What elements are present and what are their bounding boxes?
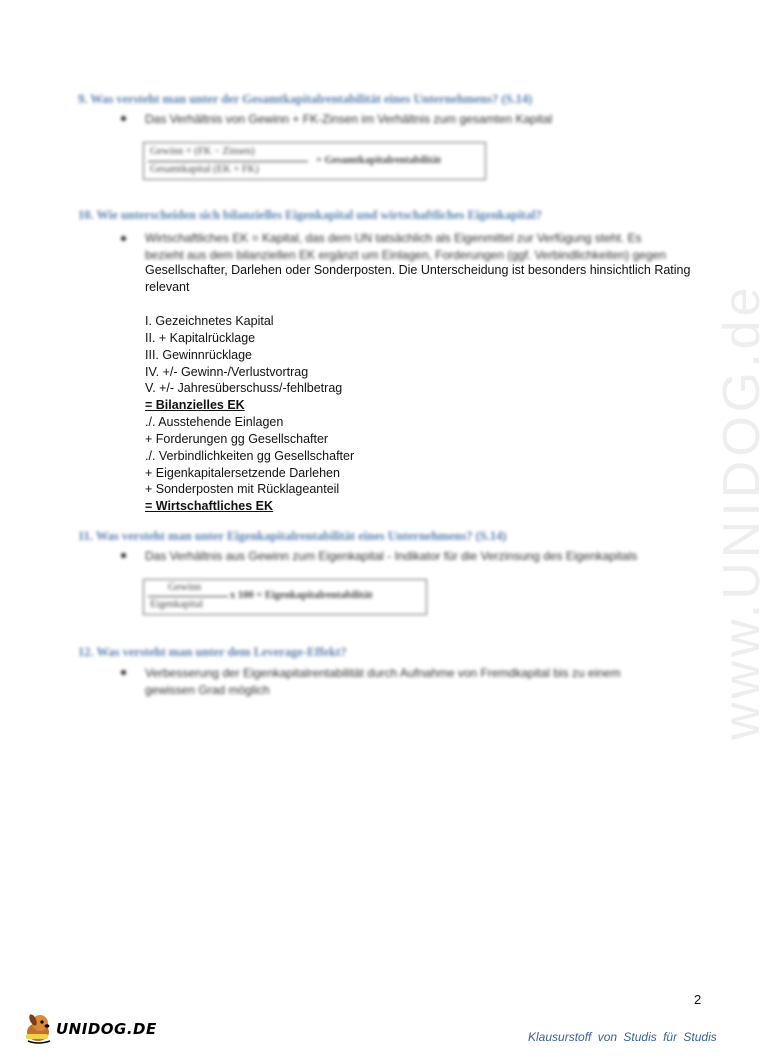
fraction-line <box>148 161 308 162</box>
section-11-formula <box>143 579 427 615</box>
ek-list-item: + Sonderposten mit Rücklageanteil <box>145 482 340 496</box>
section-9-formula <box>143 142 486 180</box>
section-9-title: 9. Was versteht man unter der Gesamtkapitalrentabilität eines Unternehmens? (S.14) <box>78 92 533 106</box>
bullet-icon <box>121 553 126 558</box>
watermark: www.UNIDOG.de <box>713 283 771 740</box>
formula-denominator: Eigenkapital <box>150 599 204 610</box>
section-11-title: 11. Was versteht man unter Eigenkapitalrentabilität eines Unternehmens? (S.14) <box>78 529 507 543</box>
ek-list-item: ./. Ausstehende Einlagen <box>145 415 284 429</box>
formula-result: = Gesamtkapitalrentabilität <box>316 155 442 166</box>
section-10-bullet-line-4: relevant <box>145 280 190 294</box>
ek-list-item: IV. +/- Gewinn-/Verlustvortrag <box>145 365 309 379</box>
ek-list-item: III. Gewinnrücklage <box>145 348 252 362</box>
bullet-icon <box>121 236 126 241</box>
unidog-logo[interactable] <box>22 1010 162 1046</box>
ek-subtotal: = Bilanzielles EK <box>145 398 245 412</box>
formula-numerator: Gewinn <box>168 582 202 593</box>
section-10-title: 10. Wie unterscheiden sich bilanzielles Eigenkapital und wirtschaftliches Eigenkapital? <box>78 208 542 222</box>
bullet-icon <box>121 116 126 121</box>
section-10-bullet-line-3: Gesellschafter, Darlehen oder Sonderposten. Die Unterscheidung ist besonders hinsichtlich Rating <box>145 263 691 277</box>
ek-list-item: + Forderungen gg Gesellschafter <box>145 432 329 446</box>
bullet-icon <box>121 670 126 675</box>
ek-list-item: V. +/- Jahresüberschuss/-fehlbetrag <box>145 381 343 395</box>
formula-numerator: Gewinn + (FK − Zinsen) <box>150 146 255 157</box>
dog-mascot-icon <box>22 1010 56 1044</box>
section-10-bullet-line-2: bezieht aus dem bilanziellen EK ergänzt um Einlagen, Forderungen (ggf. Verbindlichkeiten) gegen <box>145 248 666 262</box>
fraction-line <box>148 596 228 597</box>
ek-list-item: ./. Verbindlichkeiten gg Gesellschafter <box>145 449 355 463</box>
section-10-bullet-line-1: Wirtschaftliches EK = Kapital, das dem UN tatsächlich als Eigenmittel zur Verfügung steht. Es <box>145 231 642 245</box>
ek-total: = Wirtschaftliches EK <box>145 499 274 513</box>
formula-denominator: Gesamtkapital (EK + FK) <box>150 164 259 175</box>
section-12-bullet-line-2: gewissen Grad möglich <box>145 683 270 697</box>
section-12-bullet-line-1: Verbesserung der Eigenkapitalrentabilität durch Aufnahme von Fremdkapital bis zu einem <box>145 666 621 680</box>
page-number: 2 <box>694 992 702 1007</box>
formula-result: x 100 = Eigenkapitalrentabilität <box>230 590 373 601</box>
ek-list-item: II. + Kapitalrücklage <box>145 331 256 345</box>
ek-list-item: I. Gezeichnetes Kapital <box>145 314 274 328</box>
section-9-bullet: Das Verhältnis von Gewinn + FK-Zinsen im Verhältnis zum gesamten Kapital <box>145 112 553 126</box>
section-12-title: 12. Was versteht man unter dem Leverage-Effekt? <box>78 645 347 659</box>
section-11-bullet: Das Verhältnis aus Gewinn zum Eigenkapital - Indikator für die Verzinsung des Eigenkapitals <box>145 549 638 563</box>
ek-list-item: + Eigenkapitalersetzende Darlehen <box>145 466 340 480</box>
footer-tagline: Klausurstoff von Studis für Studis <box>528 1030 717 1044</box>
logo-text: UNIDOG.DE <box>56 1020 157 1038</box>
